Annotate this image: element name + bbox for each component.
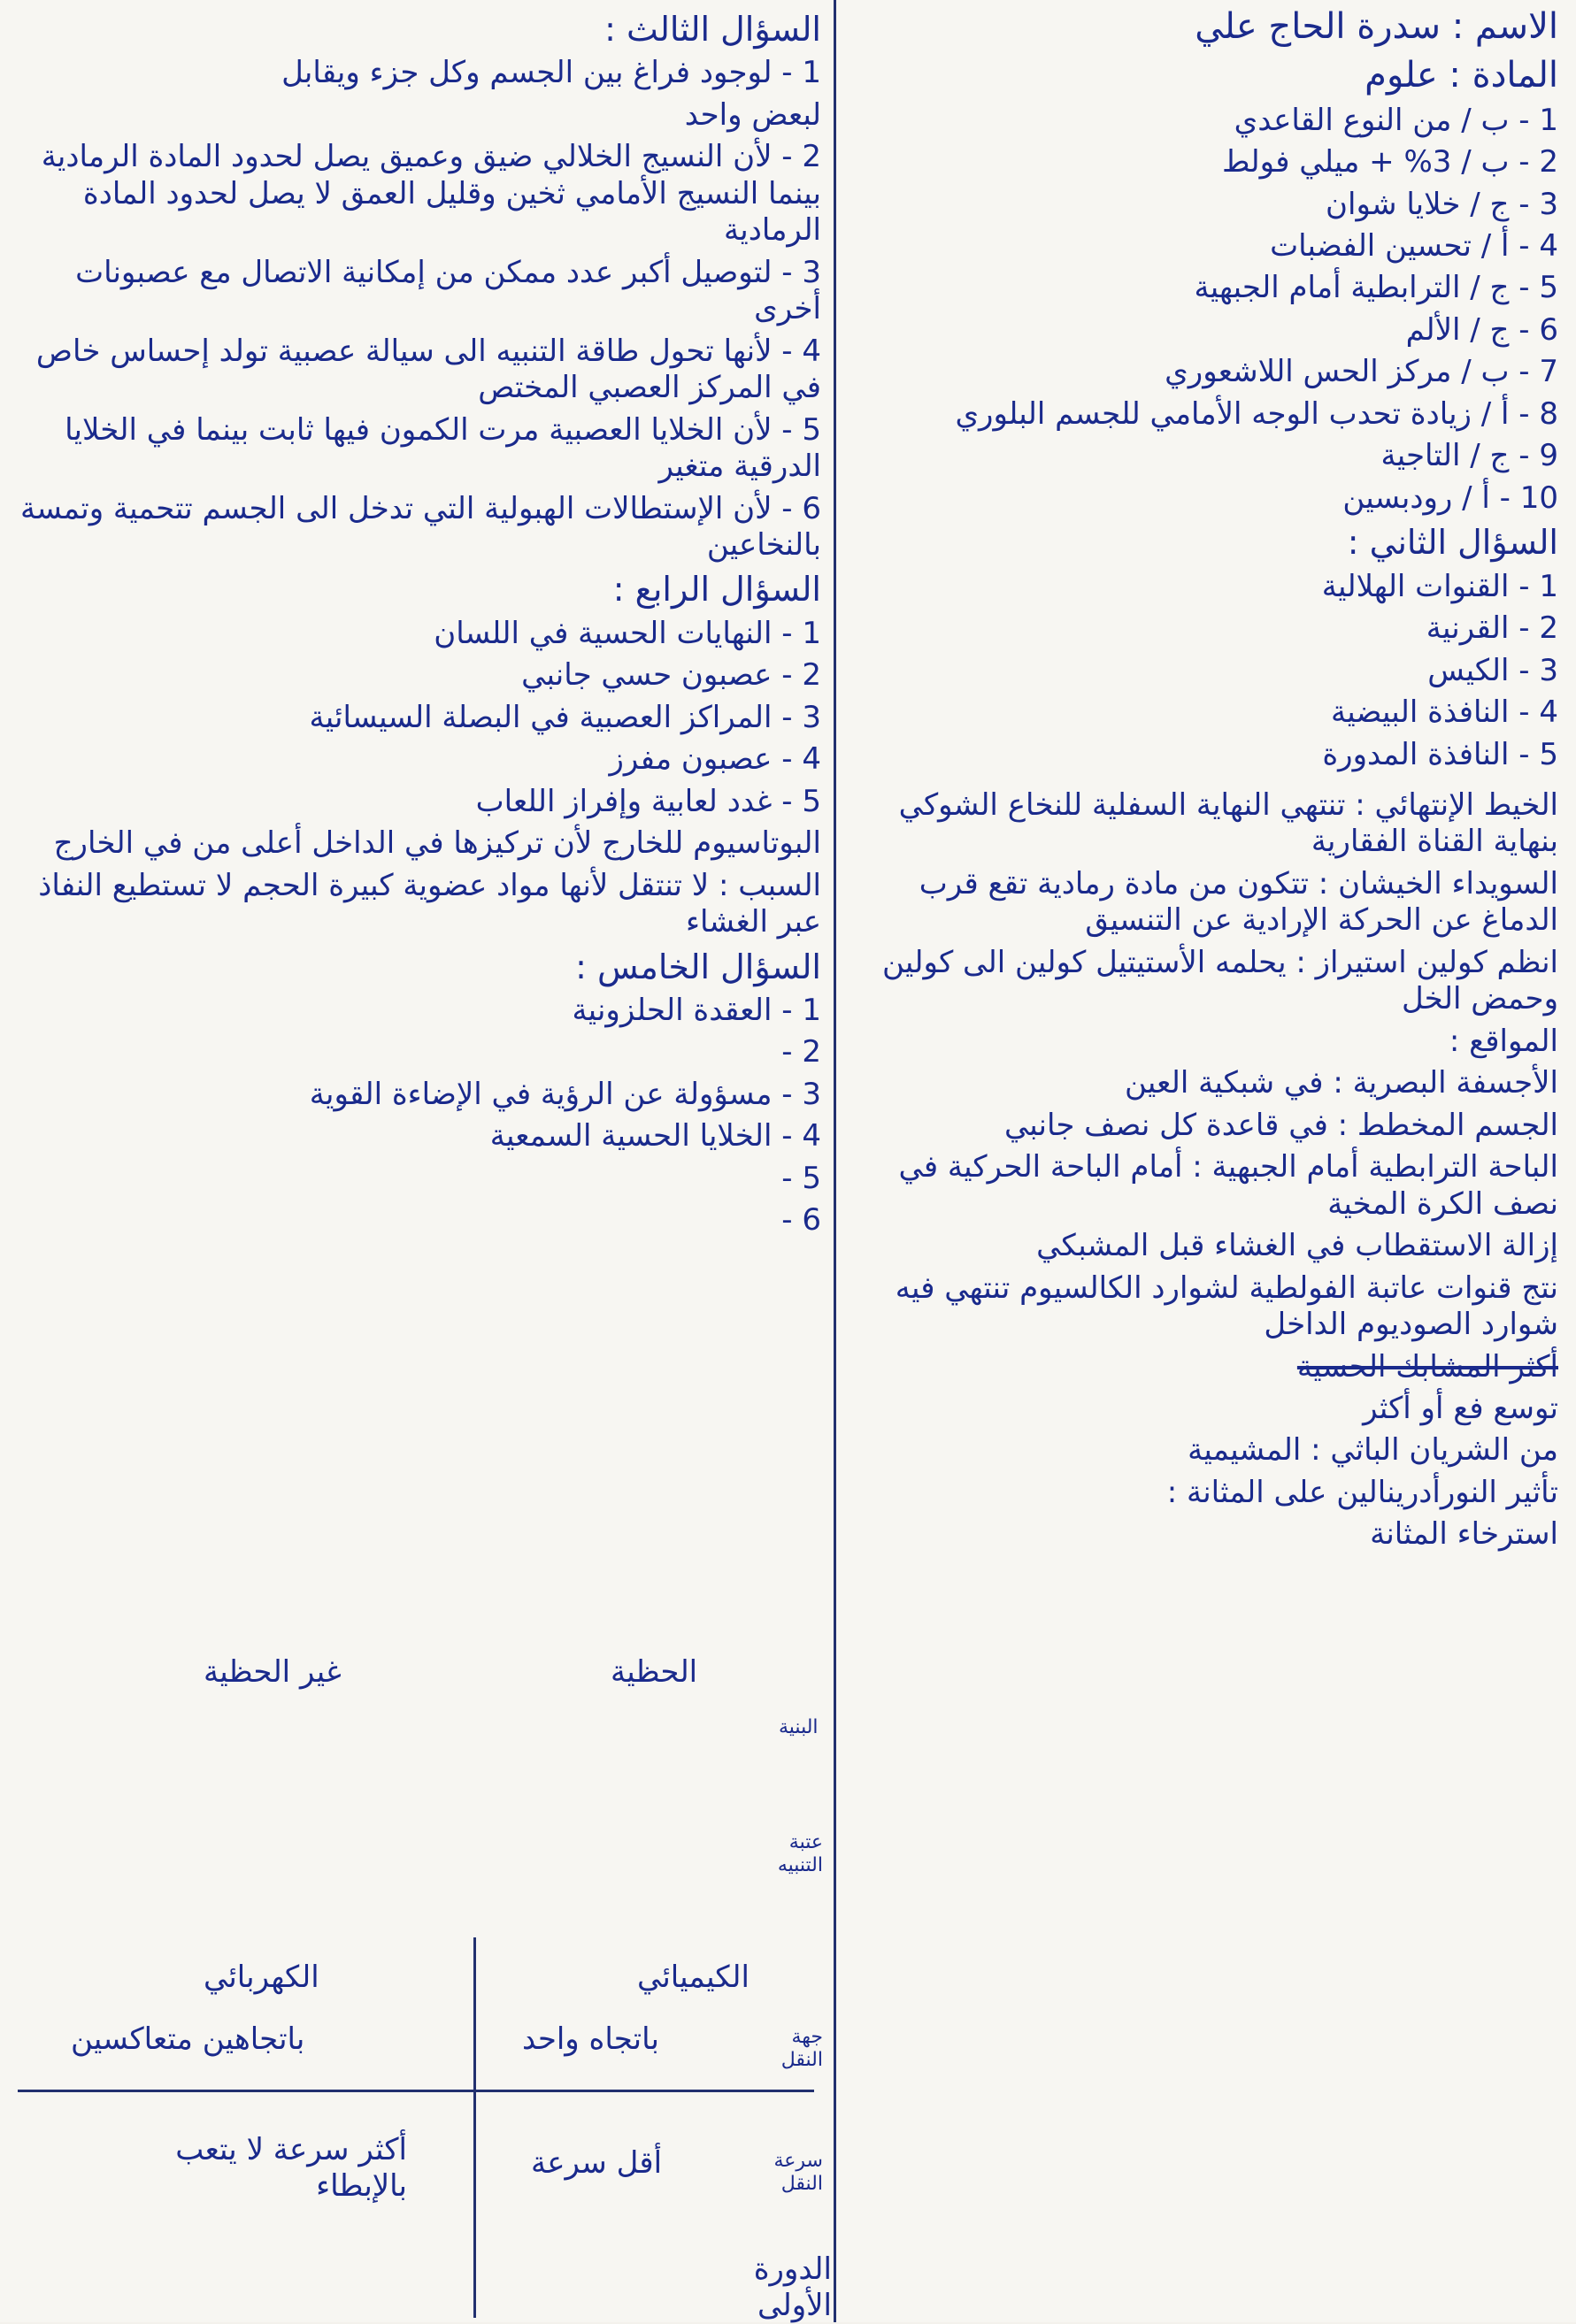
location-1: الأجسفة البصرية : في شبكية العين bbox=[1124, 1065, 1558, 1101]
sequence-4: من الشريان الباثي : المشيمية bbox=[1188, 1432, 1558, 1469]
sequence-3: توسع فع أو أكثر bbox=[1363, 1391, 1558, 1427]
q5-answer-2: 2 - bbox=[781, 1034, 821, 1070]
q3-answer-3: 3 - لتوصيل أكبر عدد ممكن من إمكانية الاتصال مع عصبونات أخرى bbox=[75, 254, 821, 327]
subject-line: المادة : علوم bbox=[1365, 54, 1558, 96]
locations-heading: المواقع : bbox=[1449, 1023, 1558, 1059]
q2-heading: السؤال الثاني : bbox=[1347, 523, 1558, 563]
q4-heading: السؤال الرابع : bbox=[612, 570, 821, 610]
q3-answer-4: 4 - لأنها تحول طاقة التنبيه الى سيالة عصبية تولد إحساس خاص في المركز العصبي المختص bbox=[35, 333, 821, 406]
q5-answer-3: 3 - مسؤولة عن الرؤية في الإضاءة القوية bbox=[309, 1076, 821, 1112]
table1-row-threshold: عتبة التنبيه bbox=[777, 1831, 823, 1877]
q3-answer-5: 5 - لأن الخلايا العصبية مرت الكمون فيها ثابت بينما في الخلايا الدرقية متغير bbox=[65, 411, 821, 485]
q4-answer-4: 4 - عصبون مفرز bbox=[609, 741, 821, 778]
note-reason: السبب : لا تنتقل لأنها مواد عضوية كبيرة الحجم لا تستطيع النفاذ عبر الغشاء bbox=[38, 867, 821, 940]
q5-answer-1: 1 - العقدة الحلزونية bbox=[572, 992, 821, 1028]
table2-row1-chemical: باتجاه واحد bbox=[522, 2021, 659, 2057]
q1-answer-6: 6 - ج / الألم bbox=[1405, 311, 1558, 348]
q5-answer-6: 6 - bbox=[781, 1202, 821, 1239]
definition-3: انظم كولين استيراز : يحلمه الأستيتيل كولين الى كولين وحمض الخل bbox=[882, 944, 1558, 1017]
table2-vertical-line bbox=[473, 1937, 476, 2318]
comparison-tables bbox=[0, 1477, 832, 2322]
q3-answer-1: 1 - لوجود فراغ بين الجسم وكل جزء ويقابل bbox=[281, 55, 821, 91]
sequence-1: إزالة الاستقطاب في الغشاء قبل المشبكي bbox=[1036, 1228, 1558, 1264]
sequence-2: نتج قنوات عاتبة الفولطية لشوارد الكالسيوم تنتهي فيه شوارد الصوديوم الداخل bbox=[895, 1269, 1558, 1343]
q2-answer-1: 1 - القنوات الهلالية bbox=[1321, 568, 1558, 604]
q4-answer-2: 2 - عصبون حسي جانبي bbox=[521, 657, 821, 694]
q3-answer-2: 2 - لأن النسيج الخلالي ضيق وعميق يصل لحدود المادة الرمادية بينما النسيج الأمامي ثخين وقليل العمق لا يصل لحدود المادة الرمادية bbox=[41, 139, 821, 249]
q3-heading: السؤال الثالث : bbox=[604, 10, 821, 49]
table1-col-a: الحظية bbox=[611, 1654, 698, 1690]
q1-answer-2: 2 - ب / 3% + ميلي فولط bbox=[1222, 144, 1558, 180]
effect-heading: تأثير النورأدرينالين على المثانة : bbox=[1166, 1474, 1558, 1510]
table2-horizontal-line bbox=[18, 2090, 814, 2092]
q5-heading: السؤال الخامس : bbox=[575, 947, 821, 986]
q1-answer-9: 9 - ج / التاجية bbox=[1380, 438, 1558, 474]
q1-answer-7: 7 - ب / مركز الحس اللاشعوري bbox=[1165, 354, 1558, 390]
q1-answer-8: 8 - أ / زيادة تحدب الوجه الأمامي للجسم البلوري bbox=[955, 395, 1558, 432]
effect-answer: استرخاء المثانة bbox=[1370, 1516, 1558, 1553]
footer-session: الدورة الأولى bbox=[753, 2251, 832, 2323]
table2-row1-label: جهة النقل bbox=[780, 2026, 823, 2072]
q1-answer-5 bbox=[846, 270, 1558, 306]
q4-answer-3: 3 - المراكز العصبية في البصلة السيسائية bbox=[309, 699, 821, 735]
q1-answer-3: 3 - ج / خلايا شوان bbox=[1326, 186, 1558, 222]
table1-row-structure: البنية bbox=[779, 1716, 819, 1738]
q1-answer-10: 10 - أ / رودبسين bbox=[1342, 479, 1558, 516]
student-name: الاسم : سدرة الحاج علي bbox=[1195, 6, 1558, 47]
q2-answer-3: 3 - الكيس bbox=[1427, 652, 1558, 688]
column-divider bbox=[834, 0, 836, 2322]
q3-answer-6: 6 - لأن الإستطالات الهبولية التي تدخل الى الجسم تتحمية وتمسة بالنخاعين bbox=[20, 490, 821, 563]
q1-answer-4: 4 - أ / تحسين الفضبات bbox=[1270, 228, 1558, 264]
definition-2: السويداء الخيشان : تتكون من مادة رمادية تقع قرب الدماغ عن الحركة الإرادية عن التنسيق bbox=[919, 865, 1558, 939]
location-3: الباحة الترابطية أمام الجبهية : أمام الباحة الحركية في نصف الكرة المخية bbox=[898, 1149, 1558, 1222]
q5-answer-4: 4 - الخلايا الحسية السمعية bbox=[489, 1118, 821, 1154]
table2-head-chemical: الكيميائي bbox=[637, 1960, 750, 1995]
table2-row2-label: سرعة النقل bbox=[773, 2150, 823, 2196]
struck-text: أكثر المشابك الحسية bbox=[1296, 1348, 1558, 1384]
table2-row2-chemical: أقل سرعة bbox=[531, 2145, 663, 2181]
q2-answer-4: 4 - النافذة البيضية bbox=[1331, 694, 1558, 731]
q1-answer-5-text: 5 - ج / الترابطية أمام الجبهية bbox=[1194, 270, 1558, 306]
table2-row2-electrical: أكثر سرعة لا يتعب بالإبطاء bbox=[175, 2132, 407, 2204]
q2-answer-2: 2 - القرنية bbox=[1426, 610, 1558, 647]
right-column bbox=[841, 0, 1571, 2322]
table1-col-b: غير الحظية bbox=[204, 1654, 342, 1690]
q4-answer-5: 5 - غدد لعابية وإفراز اللعاب bbox=[475, 783, 821, 819]
table2-row1-electrical: باتجاهين متعاكسين bbox=[71, 2021, 305, 2057]
definition-1: الخيط الإنتهائي : تنتهي النهاية السفلية للنخاع الشوكي بنهاية القناة الفقارية bbox=[898, 786, 1558, 860]
location-2: الجسم المخطط : في قاعدة كل نصف جانبي bbox=[1003, 1107, 1558, 1143]
note-potassium: البوتاسيوم للخارج لأن تركيزها في الداخل أعلى من في الخارج bbox=[53, 825, 821, 862]
q3-answer-1-cont: لبعض واحد bbox=[684, 96, 821, 133]
q1-answer-1: 1 - ب / من النوع القاعدي bbox=[1234, 102, 1558, 138]
q5-answer-5: 5 - bbox=[781, 1160, 821, 1196]
q4-answer-1: 1 - النهايات الحسية في اللسان bbox=[434, 615, 821, 651]
table2-head-electrical: الكهربائي bbox=[204, 1960, 319, 1995]
q2-answer-5: 5 - النافذة المدورة bbox=[1322, 736, 1558, 772]
